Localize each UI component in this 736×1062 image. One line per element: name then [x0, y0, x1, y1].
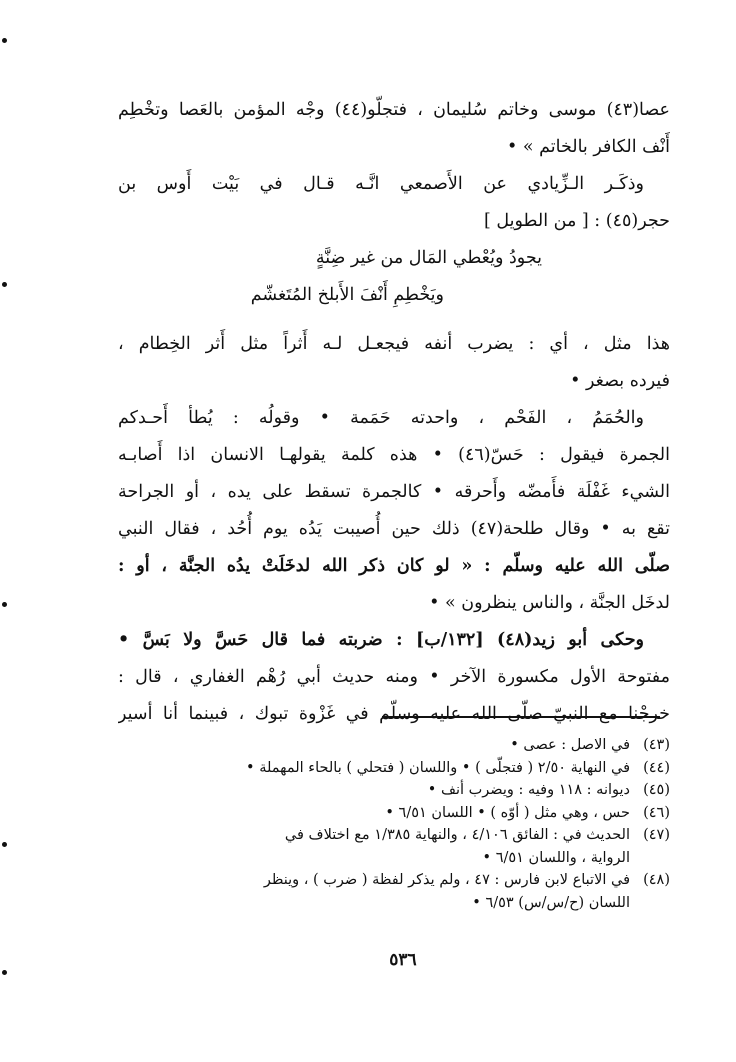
text-line: هذا مثل ، أي : يضرب أنفه فيجعـل لـه أَثراً مثل أَثر الخِطام ،	[118, 334, 670, 354]
text-line: الشيء غَفْلَة فأَمضّه وأَحرقه • كالجمرة تسقط على يده ، أو الجراحة	[118, 482, 670, 502]
footnote-number: (٤٧)	[643, 827, 670, 843]
verse-hemistich-1: يجودُ ويُعْطي المَال من غير ضِنَّةٍ	[315, 248, 542, 268]
footnote	[122, 802, 670, 825]
footnote-text-line: في الاصل : عصى •	[510, 737, 630, 753]
footnote-number: (٤٤)	[643, 759, 670, 776]
text-line: خرجْنا مع النبيّ صلّى الله عليه وسلّم في غَزْوة تبوك ، فبينما أنا أسير	[118, 704, 670, 724]
text-line: الجمرة فيقول : حَسّ(٤٦) • هذه كلمة يقولهـا الانسان اذا أَصابـه	[118, 445, 670, 465]
margin-mark	[2, 602, 7, 607]
text-line: حجر(٤٥) : [ من الطويل ]	[483, 211, 670, 231]
footnote-number: (٤٨)	[643, 872, 670, 888]
footnote-text-line: في الاتباع لابن فارس : ٤٧ ، ولم يذكر لفظة ( ضرب ) ، وينظر	[263, 872, 630, 888]
footnote	[122, 734, 670, 757]
footnote-number: (٤٣)	[643, 737, 670, 753]
margin-mark	[2, 970, 7, 975]
text-line: فيرده بصغر •	[570, 371, 670, 391]
footnote	[122, 779, 670, 802]
margin-mark	[2, 38, 7, 43]
footnote	[122, 757, 670, 780]
footnote-text	[122, 802, 630, 825]
text-line: لدخَل الجنَّة ، والناس ينظرون » •	[429, 593, 670, 613]
text-line: وحكى أبو زيد(٤٨) [١٣٢/ب] : ضربته فما قال حَسَّ ولا بَسَّ •	[118, 630, 645, 650]
text-line: عصا(٤٣) موسى وخاتم سُليمان ، فتجلّو(٤٤) وجْه المؤمن بالعَصا وتخْطِم	[118, 100, 670, 120]
footnote-text	[122, 734, 630, 757]
footnote-text-line: ديوانه : ١١٨ وفيه : ويضرب أنف •	[427, 782, 630, 798]
margin-mark	[2, 282, 7, 287]
text-line: أَنْف الكافر بالخاتم » •	[506, 137, 670, 157]
verse-hemistich-2: ويَخْطِمِ أَنْفَ الأَبلخ المُتَغشّم	[250, 285, 444, 305]
footnote-text-line: الحديث في : الفائق ٤/١٠٦ ، والنهاية ١/٣٨٥ مع اختلاف في	[284, 827, 630, 843]
footnotes	[122, 734, 670, 914]
footnote-text-line: اللسان (ح/س/س) ٦/٥٣ •	[472, 894, 630, 911]
footnote-number: (٤٦)	[643, 804, 670, 821]
text-line: تقع به • وقال طلحة(٤٧) ذلك حين أُصيبت يَدُه يوم أُحُد ، فقال النبي	[118, 519, 670, 539]
text-line: وذكَـر الـزِّيادي عن الأَصمعي انَّـه قـال في بَيْت أَوس بن	[118, 174, 644, 194]
footnote-text-line: الرواية ، واللسان ٦/٥١ •	[482, 849, 630, 866]
footnote-text	[122, 757, 630, 780]
footnote-divider	[382, 716, 660, 718]
footnote	[122, 824, 670, 869]
footnote-text	[122, 869, 630, 914]
text-line: صلّى الله عليه وسلّم : « لو كان ذكر الله لدخَلَتْ يدُه الجنَّة ، أو :	[118, 556, 670, 576]
footnote-text-line: في النهاية ٢/٥٠ ( فتجلّى ) • واللسان ( فتحلي ) بالحاء المهملة •	[246, 759, 630, 776]
main-text	[118, 92, 670, 733]
footnote-text	[122, 779, 630, 802]
footnote-text	[122, 824, 630, 869]
text-line: مفتوحة الأول مكسورة الآخر • ومنه حديث أبي رُهْم الغفاري ، قال :	[118, 667, 670, 687]
footnote	[122, 869, 670, 914]
page-number: ٥٣٦	[389, 950, 417, 970]
text-line: والحُمَمُ ، الفَحْم ، واحدته حَمَمة • وقولُه : يُطأ أَحـدكم	[118, 408, 644, 428]
footnote-text-line: حس ، وهي مثل ( أوّه ) • اللسان ٦/٥١ •	[385, 804, 630, 821]
footnote-number: (٤٥)	[643, 782, 670, 798]
margin-mark	[2, 842, 7, 847]
